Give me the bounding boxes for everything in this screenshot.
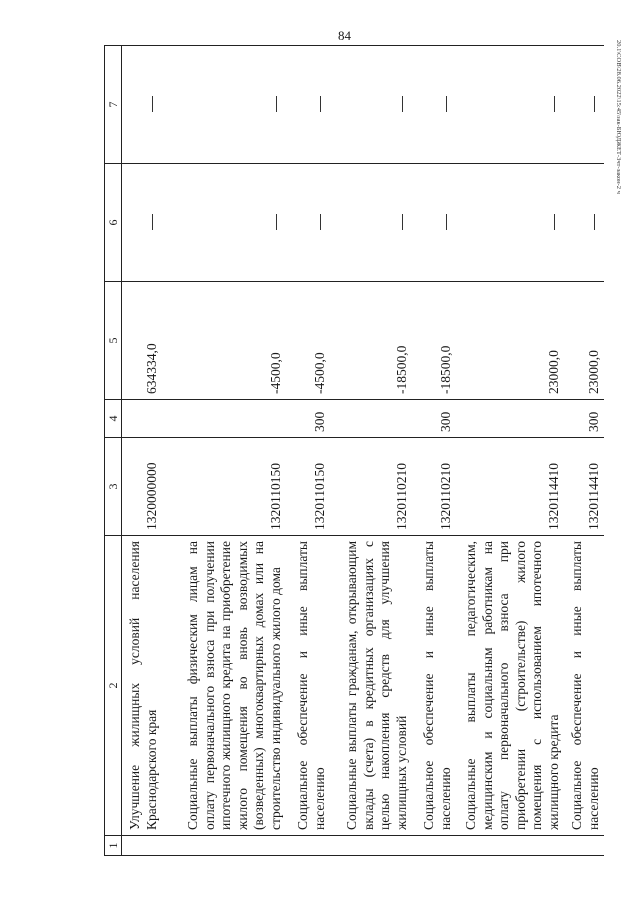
expense-type (456, 400, 564, 438)
dash-mark (152, 97, 153, 113)
empty-dash (162, 46, 286, 164)
table-row (122, 46, 163, 856)
dash-mark (320, 215, 321, 231)
table-cell-index (122, 836, 163, 856)
table-cell-index (564, 836, 604, 856)
empty-dash (456, 164, 564, 282)
item-description: Социальное обеспечение и иные выплаты населению (412, 536, 456, 836)
table-row (412, 46, 456, 856)
empty-dash (122, 46, 163, 164)
dash-mark (320, 97, 321, 113)
expense-type (330, 400, 412, 438)
table-row (456, 46, 564, 856)
page-number: 84 (338, 28, 351, 43)
target-code: 1320110210 (330, 438, 412, 536)
table-cell-index (412, 836, 456, 856)
document-stamp: 20.1\СОВ\28.06.2022\15:45\зак-БЮДЖЕТ-3чт-закон-2 ч (615, 40, 622, 194)
table-row (330, 46, 412, 856)
column-header: 6 (105, 164, 122, 282)
target-code: 1320110150 (162, 438, 286, 536)
empty-dash (412, 46, 456, 164)
dash-mark (276, 215, 277, 231)
amount: -18500,0 (330, 282, 412, 400)
column-header: 2 (105, 536, 122, 836)
dash-mark (152, 215, 153, 231)
expense-type: 300 (412, 400, 456, 438)
budget-table (104, 45, 604, 856)
amount: 634334,0 (122, 282, 163, 400)
empty-dash (564, 164, 604, 282)
column-header: 4 (105, 400, 122, 438)
empty-dash (564, 46, 604, 164)
empty-dash (122, 164, 163, 282)
empty-dash (286, 164, 330, 282)
item-description: Социальные выплаты гражданам, открывающим вклады (счета) в кредитных организациях с целью накопления средств для улучшения жилищных условий (330, 536, 412, 836)
column-header: 7 (105, 46, 122, 164)
empty-dash (162, 164, 286, 282)
empty-dash (286, 46, 330, 164)
table-cell-index (456, 836, 564, 856)
table-cell-index (286, 836, 330, 856)
target-code: 1320114410 (564, 438, 604, 536)
item-description: Социальное обеспечение и иные выплаты населению (564, 536, 604, 836)
item-description: Улучшение жилищных условий населения Краснодарского края (122, 536, 163, 836)
dash-mark (446, 215, 447, 231)
dash-mark (554, 215, 555, 231)
table-row (564, 46, 604, 856)
expense-type (162, 400, 286, 438)
amount: 23000,0 (456, 282, 564, 400)
item-description: Социальные выплаты педагогическим, медицинским и социальным работникам на оплату первоначального взноса при приобретении (строительстве) жилого помещения с использованием ипотечного жилищного кредита (456, 536, 564, 836)
column-header: 5 (105, 282, 122, 400)
dash-mark (402, 215, 403, 231)
target-code: 1320000000 (122, 438, 163, 536)
target-code: 1320114410 (456, 438, 564, 536)
item-description: Социальные выплаты физическим лицам на оплату первоначального взноса при получении ипотечного жилищного кредита на приобретение жилого помещения во вновь возводимых (возведенных) многоквартирных домах или на строительство индивидуального жилого дома (162, 536, 286, 836)
target-code: 1320110150 (286, 438, 330, 536)
expense-type (122, 400, 163, 438)
target-code: 1320110210 (412, 438, 456, 536)
expense-type: 300 (286, 400, 330, 438)
item-description: Социальное обеспечение и иные выплаты населению (286, 536, 330, 836)
table-cell-index (330, 836, 412, 856)
empty-dash (330, 46, 412, 164)
dash-mark (554, 97, 555, 113)
column-header: 3 (105, 438, 122, 536)
amount: -18500,0 (412, 282, 456, 400)
empty-dash (412, 164, 456, 282)
column-header: 1 (105, 836, 122, 856)
amount: 23000,0 (564, 282, 604, 400)
empty-dash (330, 164, 412, 282)
rotated-page-content (104, 46, 601, 856)
empty-dash (456, 46, 564, 164)
dash-mark (402, 97, 403, 113)
table-cell-index (162, 836, 286, 856)
table-row (162, 46, 286, 856)
dash-mark (594, 97, 595, 113)
dash-mark (594, 215, 595, 231)
amount: -4500,0 (286, 282, 330, 400)
amount: -4500,0 (162, 282, 286, 400)
table-row (286, 46, 330, 856)
dash-mark (276, 97, 277, 113)
dash-mark (446, 97, 447, 113)
expense-type: 300 (564, 400, 604, 438)
table-header-row (105, 46, 122, 856)
